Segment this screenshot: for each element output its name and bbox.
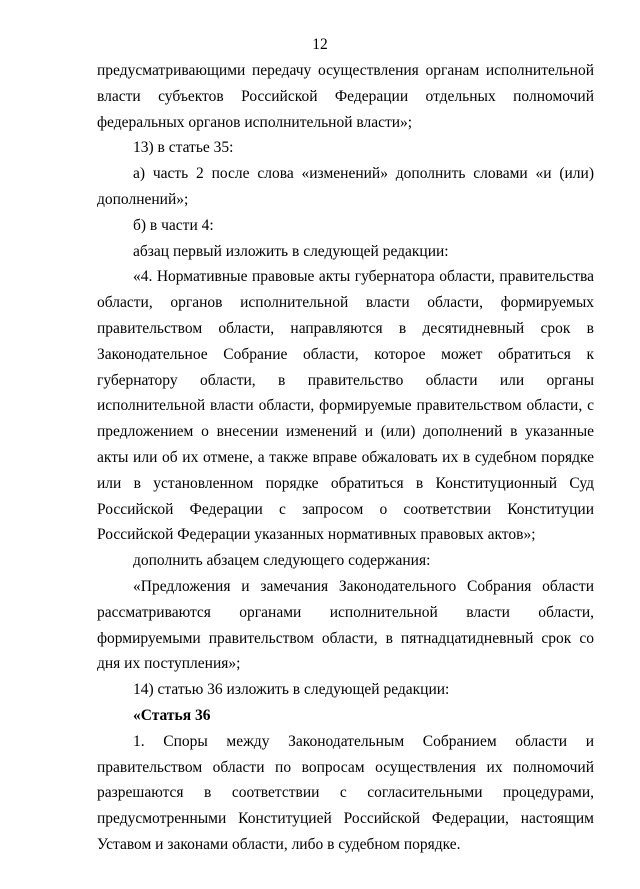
paragraph-proposals: «Предложения и замечания Законодательного Собрания области рассматриваются органами исполнительной власти области, формируемыми правительством области, в пятнадцатидневный срок со дня их поступления»; <box>97 577 594 673</box>
document-body <box>97 58 594 858</box>
paragraph-subitem-a: а) часть 2 после слова «изменений» дополнить словами «и (или) дополнений»; <box>97 165 594 208</box>
paragraph-continuation: предусматривающими передачу осуществления органам исполнительной власти субъектов Российской Федерации отдельных полномочий федеральных органов исполнительной власти»; <box>97 62 594 131</box>
paragraph-article-36-part-1: 1. Споры между Законодательным Собранием области и правительством области по вопросам осуществления их полномочий разрешаются в соответствии с согласительными процедурами, предусмотренными Конституцией Российской Федерации, настоящим Уставом и законами области, либо в судебном порядке. <box>97 732 594 853</box>
paragraph-part-4: «4. Нормативные правовые акты губернатора области, правительства области, органов исполнительной власти области, формируемых правительством области, направляются в десятидневный срок в Законодательное Собрание области, которое может обратиться к губернатору области, в правительство области или органы исполнительной власти области, формируемые правительством области, с предложением о внесении изменений и (или) дополнений в указанные акты или об их отмене, а также вправе обжаловать их в судебном порядке или в установленном порядке обратиться в Конституционный Суд Российской Федерации с запросом о соответствии Конституции Российской Федерации указанных нормативных правовых актов»; <box>97 268 594 544</box>
paragraph-item-14: 14) статью 36 изложить в следующей редакции: <box>133 681 450 699</box>
page-number: 12 <box>312 36 328 53</box>
article-heading: «Статья 36 <box>133 706 211 724</box>
paragraph-subitem-b: б) в части 4: <box>133 216 214 234</box>
paragraph-item-13: 13) в статье 35: <box>133 139 234 157</box>
paragraph-first-abzac: абзац первый изложить в следующей редакции: <box>133 242 449 260</box>
paragraph-add-abzac: дополнить абзацем следующего содержания: <box>133 552 431 570</box>
